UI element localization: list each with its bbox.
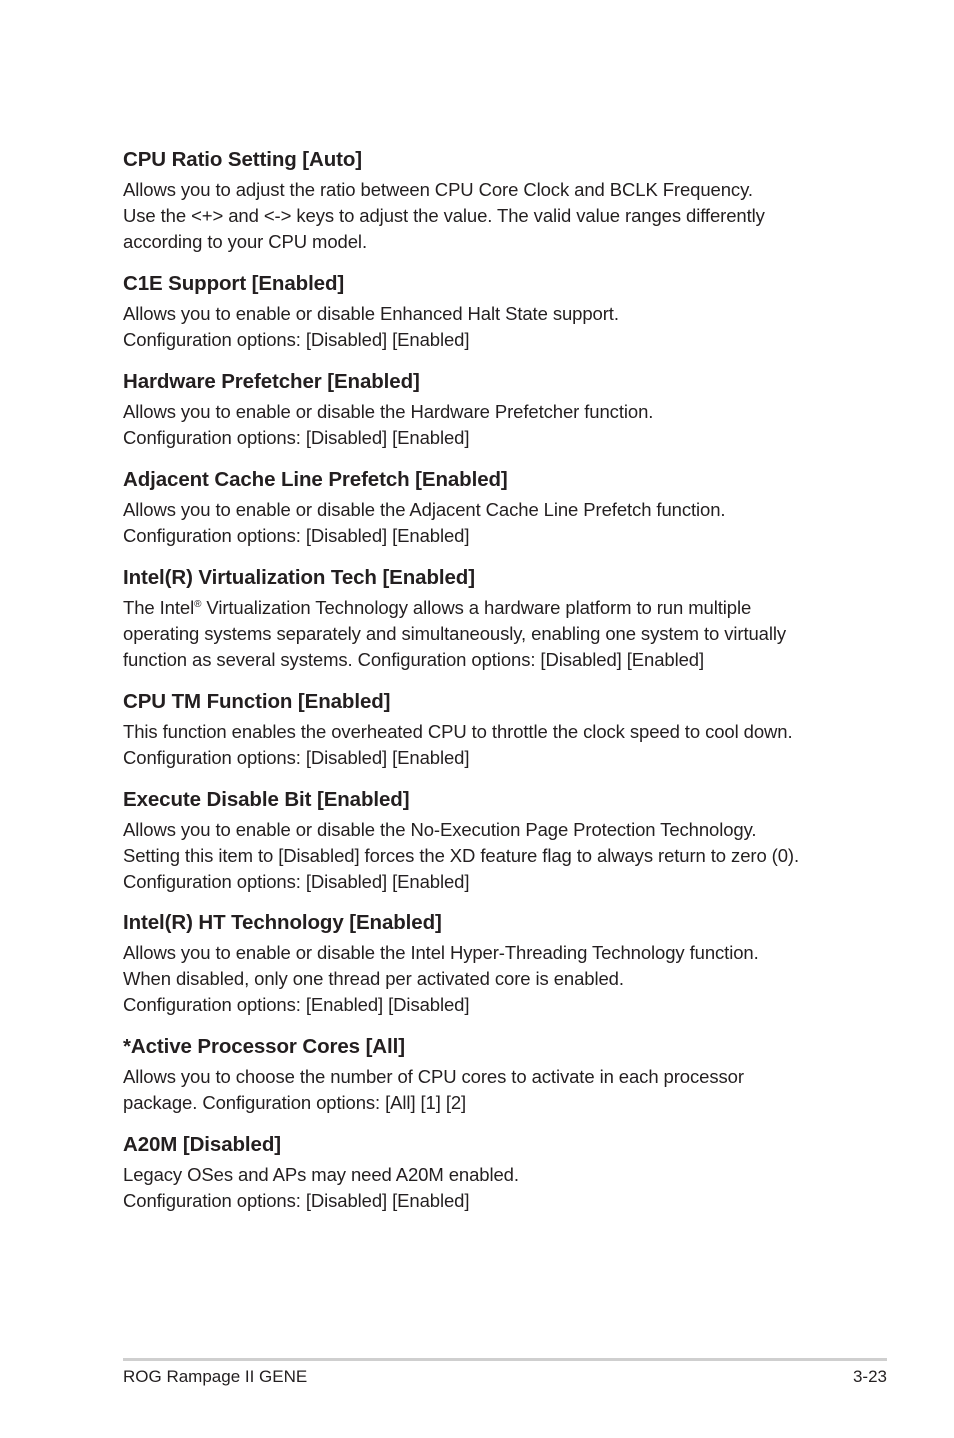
section-active-processor-cores xyxy=(123,1034,863,1116)
section-heading: *Active Processor Cores [All] xyxy=(123,1035,405,1058)
section-cpu-ratio xyxy=(123,147,863,255)
section-adjacent-cache xyxy=(123,467,863,549)
section-ht-technology xyxy=(123,910,863,1018)
section-heading: Intel(R) HT Technology [Enabled] xyxy=(123,911,442,934)
section-heading: Intel(R) Virtualization Tech [Enabled] xyxy=(123,566,475,589)
section-heading: CPU Ratio Setting [Auto] xyxy=(123,148,363,171)
section-description: Allows you to enable or disable the Hardware Prefetcher function. Configuration options: [Disabled] [Enabled] xyxy=(123,401,654,448)
section-description: Allows you to choose the number of CPU cores to activate in each processor package. Configuration options: [All] [1] [2] xyxy=(123,1066,744,1113)
section-description xyxy=(123,595,863,673)
section-heading: Hardware Prefetcher [Enabled] xyxy=(123,370,420,393)
section-heading: C1E Support [Enabled] xyxy=(123,272,345,295)
section-heading: A20M [Disabled] xyxy=(123,1133,281,1156)
section-description: Allows you to enable or disable the Adjacent Cache Line Prefetch function. Configuration options: [Disabled] [Enabled] xyxy=(123,499,726,546)
section-heading: Adjacent Cache Line Prefetch [Enabled] xyxy=(123,468,508,491)
section-c1e-support xyxy=(123,271,863,353)
section-cpu-tm-function xyxy=(123,689,863,771)
section-heading: Execute Disable Bit [Enabled] xyxy=(123,788,410,811)
section-virtualization-tech xyxy=(123,565,863,673)
section-heading: CPU TM Function [Enabled] xyxy=(123,690,391,713)
footer-page-number: 3-23 xyxy=(852,1367,887,1386)
section-execute-disable-bit xyxy=(123,787,863,895)
section-description: Allows you to enable or disable the No-Execution Page Protection Technology. Setting this item to [Disabled] forces the XD feature flag to always return to zero (0). Configuration options: [Disabled] [Enabled] xyxy=(123,819,800,892)
section-a20m xyxy=(123,1132,863,1214)
section-description: Allows you to enable or disable the Intel Hyper-Threading Technology function. When disabled, only one thread per activated core is enabled. Configuration options: [Enabled] [Disabled] xyxy=(123,942,759,1015)
registered-mark: ® xyxy=(194,598,202,610)
section-description: Allows you to enable or disable Enhanced Halt State support. Configuration options: [Disabled] [Enabled] xyxy=(123,303,619,350)
section-description: This function enables the overheated CPU to throttle the clock speed to cool down. Configuration options: [Disabled] [Enabled] xyxy=(123,721,793,768)
section-hardware-prefetcher xyxy=(123,369,863,451)
section-description: Allows you to adjust the ratio between CPU Core Clock and BCLK Frequency. Use the <+> and <-> keys to adjust the value. The valid value ranges differently according to your CPU model. xyxy=(123,179,765,252)
body-prefix: The Intel xyxy=(123,597,195,618)
section-description: Legacy OSes and APs may need A20M enabled. Configuration options: [Disabled] [Enabled] xyxy=(123,1164,519,1211)
body-rest: Virtualization Technology allows a hardware platform to run multiple operating systems separately and simultaneously, enabling one system to virtually function as several systems. Configuration options: [Disabled] [Enabled] xyxy=(123,597,787,670)
footer-product-name: ROG Rampage II GENE xyxy=(123,1367,308,1386)
footer-divider xyxy=(123,1358,887,1361)
